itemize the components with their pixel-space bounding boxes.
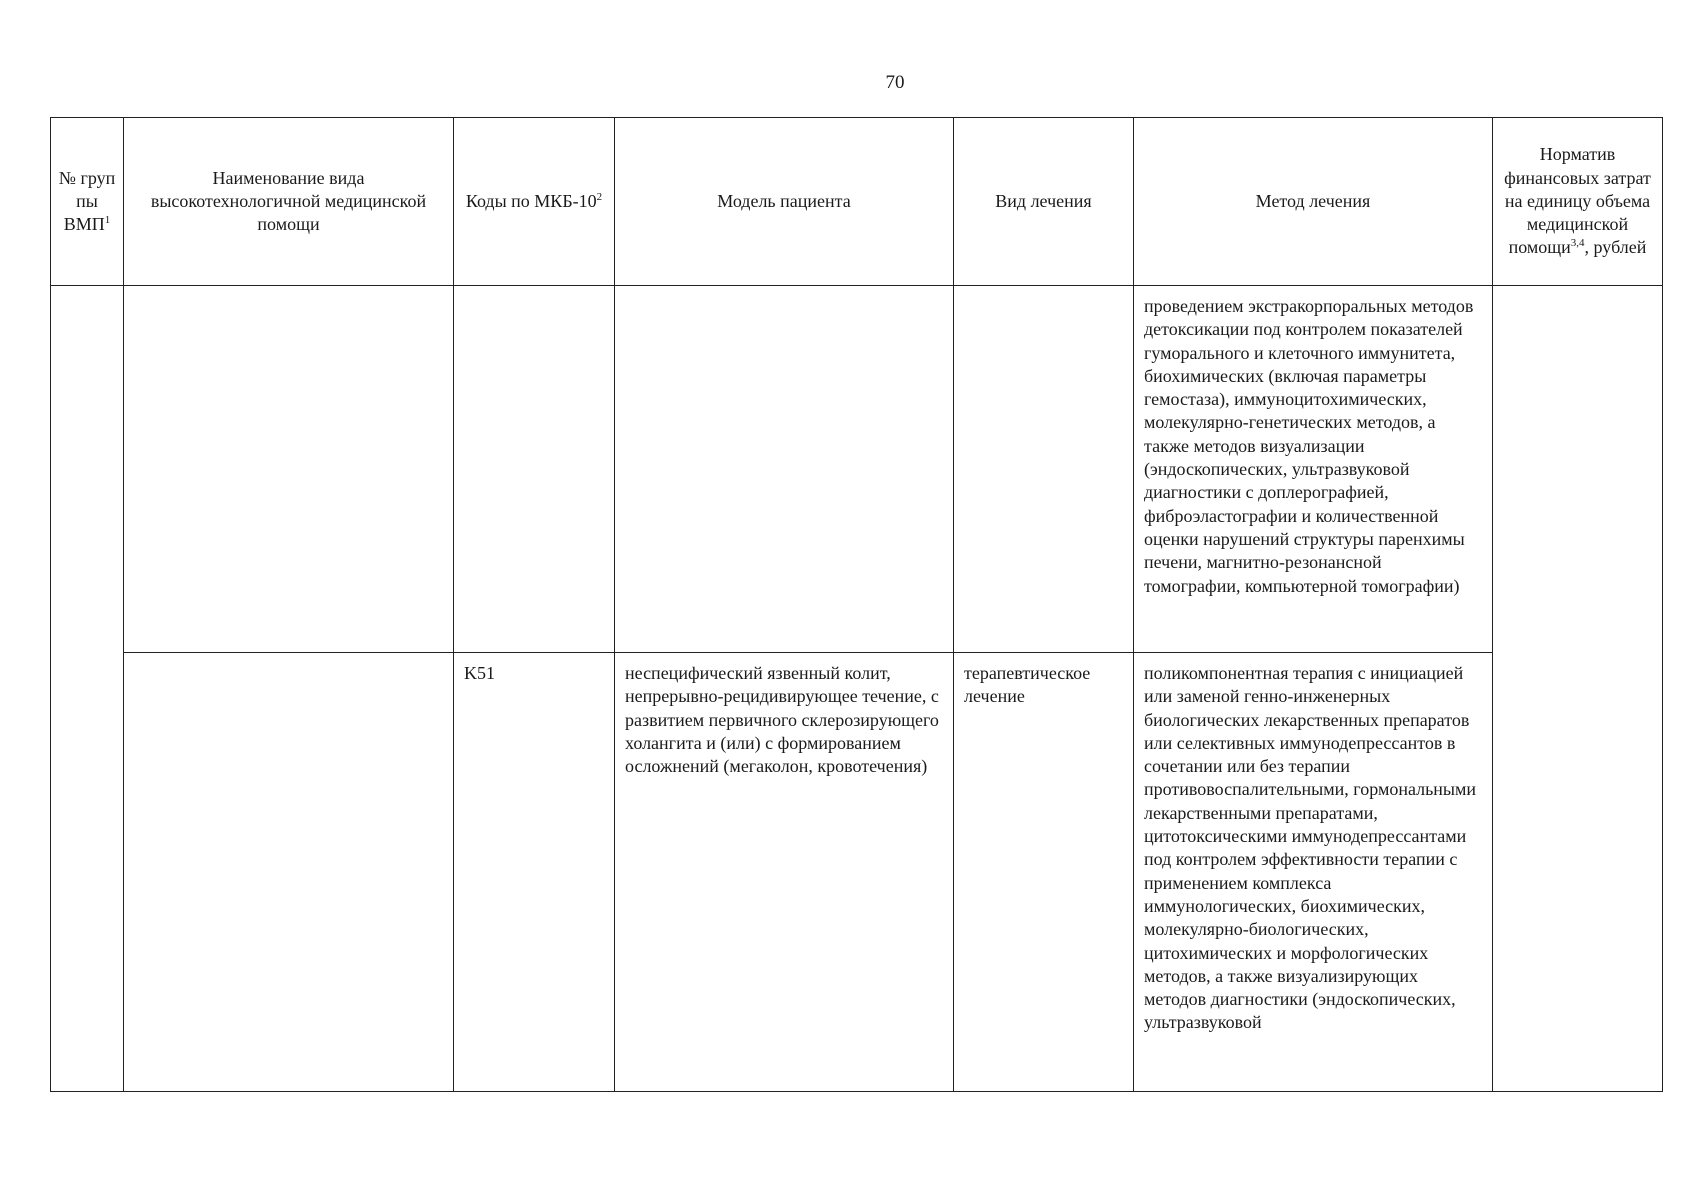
header-treatment-type: Вид лечения — [954, 118, 1134, 286]
cell-treatment-method: поликомпонентная терапия с инициацией или заменой генно-инженерных биологических лекарственных препаратов или селективных иммунодепрессантов в сочетании или без терапии противовоспалительными, гормональными лекарственными препаратами, цитотоксическими иммунодепрессантами под контролем эффективности терапии с применением комплекса иммунологических, биохимических, молекулярно-биологических, цитохимических и морфологических методов, а также визуализирующих методов диагностики (эндоскопических, ультразвуковой — [1134, 653, 1493, 1092]
cell-care-type-name — [124, 286, 454, 653]
cell-treatment-method: проведением экстракорпоральных методов детоксикации под контролем показателей гуморального и клеточного иммунитета, биохимических (включая параметры гемостаза), иммуноцитохимических, молекулярно-генетических методов, а также методов визуализации (эндоскопических, ультразвуковой диагностики с доплерографией, фиброэластографии и количественной оценки нарушений структуры паренхимы печени, магнитно-резонансной томографии, компьютерной томографии) — [1134, 286, 1493, 653]
header-group-no: № груп пы ВМП$^1$ — [51, 118, 124, 286]
header-treatment-method: Метод лечения — [1134, 118, 1493, 286]
cell-treatment-type — [954, 286, 1134, 653]
cell-patient-model — [615, 286, 954, 653]
cell-care-type-name — [124, 653, 454, 1092]
table-header-row — [51, 118, 1663, 286]
header-patient-model: Модель пациента — [615, 118, 954, 286]
vmp-table — [50, 117, 1663, 1092]
cell-group-no — [51, 286, 124, 1092]
table-row — [51, 286, 1663, 653]
cell-treatment-type: терапевтическое лечение — [954, 653, 1134, 1092]
header-icd-codes: Коды по МКБ-$10^2$ — [454, 118, 615, 286]
cell-cost-standard — [1493, 286, 1663, 1092]
header-care-type-name: Наименование вида высокотехнологичной медицинской помощи — [124, 118, 454, 286]
cell-patient-model: неспецифический язвенный колит, непрерывно-рецидивирующее течение, с развитием первичного склерозирующего холангита и (или) с формированием осложнений (мегаколон, кровотечения) — [615, 653, 954, 1092]
page-number: 70 — [885, 72, 905, 93]
header-cost-standard: Норматив финансовых затрат на единицу объема медицинской помощи$^{3,4}$, рублей — [1493, 118, 1663, 286]
cell-icd-codes: K51 — [454, 653, 615, 1092]
cell-icd-codes — [454, 286, 615, 653]
table-row — [51, 653, 1663, 1092]
